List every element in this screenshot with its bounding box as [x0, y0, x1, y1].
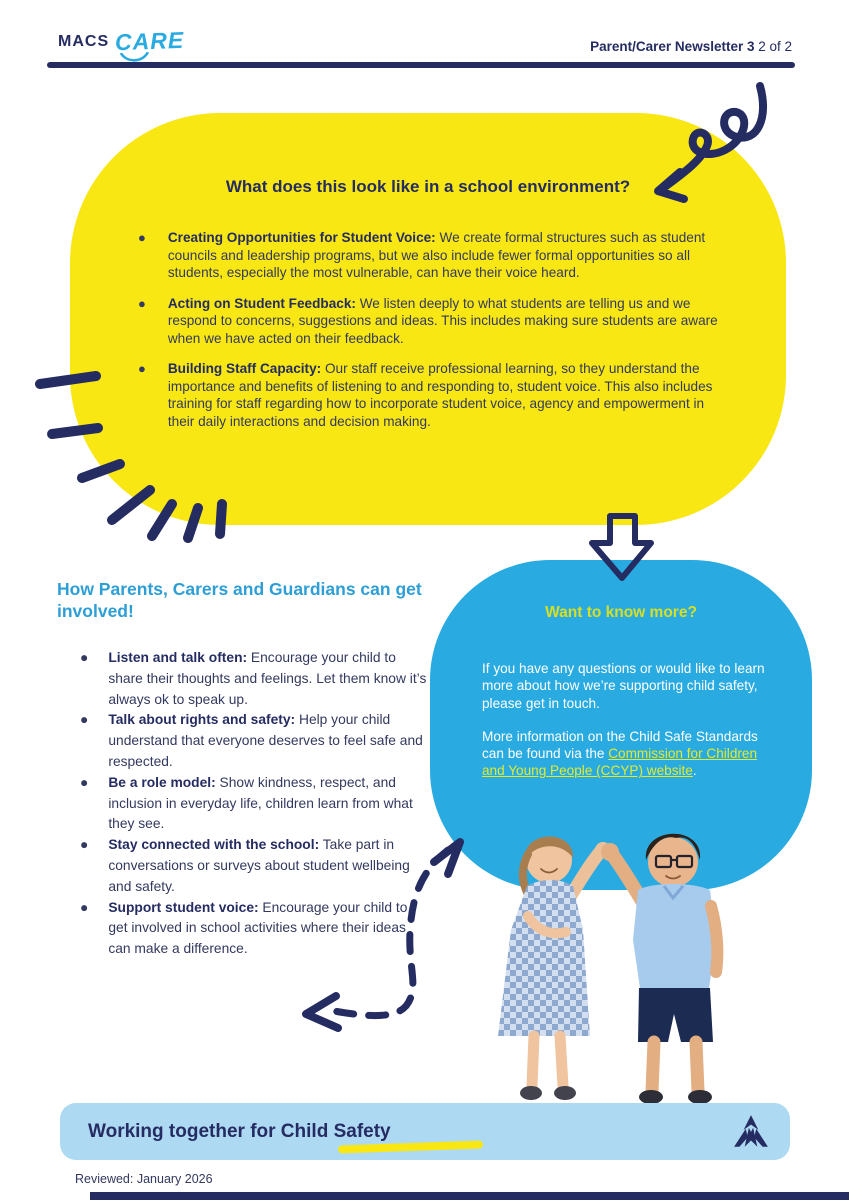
- know-more-paragraph: More information on the Child Safe Standards can be found via the Commission for Children and Young People (CCYP) website.: [482, 728, 758, 779]
- macs-logo-text: MACS: [58, 32, 110, 50]
- bullet-icon: ●: [138, 230, 146, 245]
- newsletter-header-title: [590, 39, 792, 54]
- bullet-icon: ●: [80, 774, 89, 790]
- boy-figure: [601, 834, 717, 1103]
- list-item: ● Acting on Student Feedback: We listen deeply to what students are telling us and we respond to concerns, suggestions and ideas. This includes making sure students are aware when we have acted on their feedback.: [138, 295, 718, 346]
- list-item: ● Building Staff Capacity: Our staff receive professional learning, so they understand the importance and benefits of listening to and responding to, student voice. This also includes training for staff regarding how to incorporate student voice, agency and empowerment in their daily interactions and decision making.: [138, 361, 713, 429]
- macs-care-logo: [58, 28, 184, 55]
- know-more-heading: Want to know more?: [545, 604, 697, 621]
- bullet-icon: ●: [80, 899, 89, 915]
- newsletter-title: Parent/Carer Newsletter 3: [590, 39, 755, 54]
- ccyp-website-link[interactable]: Commission for Children and Young People (CCYP) website: [482, 746, 758, 779]
- list-item: ● Stay connected with the school: Take part in conversations or surveys about student wellbeing and safety.: [80, 835, 428, 897]
- macs-logo: [732, 1114, 770, 1150]
- list-item: ● Support student voice: Encourage your child to get involved in school activities where their ideas can make a difference.: [80, 898, 428, 960]
- children-photo: [432, 808, 767, 1103]
- bottom-edge-bar: [90, 1192, 849, 1200]
- list-item: ● Creating Opportunities for Student Voice: We create formal structures such as student councils and leadership programs, but we also include fewer formal opportunities so all students, especially the most vulnerable, can have their voice heard.: [138, 230, 706, 280]
- reviewed-date: Reviewed: January 2026: [75, 1172, 213, 1186]
- header-divider: [47, 62, 795, 68]
- page-number: 2 of 2: [754, 39, 792, 54]
- girl-figure: [498, 836, 611, 1100]
- bullet-icon: ●: [80, 650, 89, 665]
- child-safety-banner: [60, 1103, 790, 1160]
- care-logo-text: CARE: [115, 27, 185, 56]
- bullet-icon: ●: [138, 295, 146, 311]
- down-arrow-icon: [586, 512, 656, 586]
- know-more-paragraph: If you have any questions or would like to learn more about how we’re supporting child safety, please get in touch.: [482, 661, 765, 711]
- list-item: ● Be a role model: Show kindness, respect, and inclusion in everyday life, children learn from what they see.: [80, 773, 428, 835]
- dashed-arrow-icon: [298, 828, 474, 1038]
- bullet-icon: ●: [80, 712, 89, 728]
- sun-rays-icon: [20, 368, 240, 543]
- know-more-body: [482, 660, 766, 780]
- squiggle-arrow-icon: [628, 82, 778, 224]
- banner-text: Working together for Child Safety: [88, 1121, 391, 1143]
- bullet-icon: ●: [80, 837, 89, 853]
- involvement-heading: How Parents, Carers and Guardians can get involved!: [57, 579, 422, 621]
- list-item: ● Listen and talk often: Encourage your child to share their thoughts and feelings. Let them know it’s always ok to speak up.: [80, 648, 428, 710]
- bullet-icon: ●: [138, 361, 146, 376]
- section-heading: What does this look like in a school environment?: [225, 177, 631, 196]
- list-item: ● Talk about rights and safety: Help your child understand that everyone deserves to feel safe and respected.: [80, 710, 428, 772]
